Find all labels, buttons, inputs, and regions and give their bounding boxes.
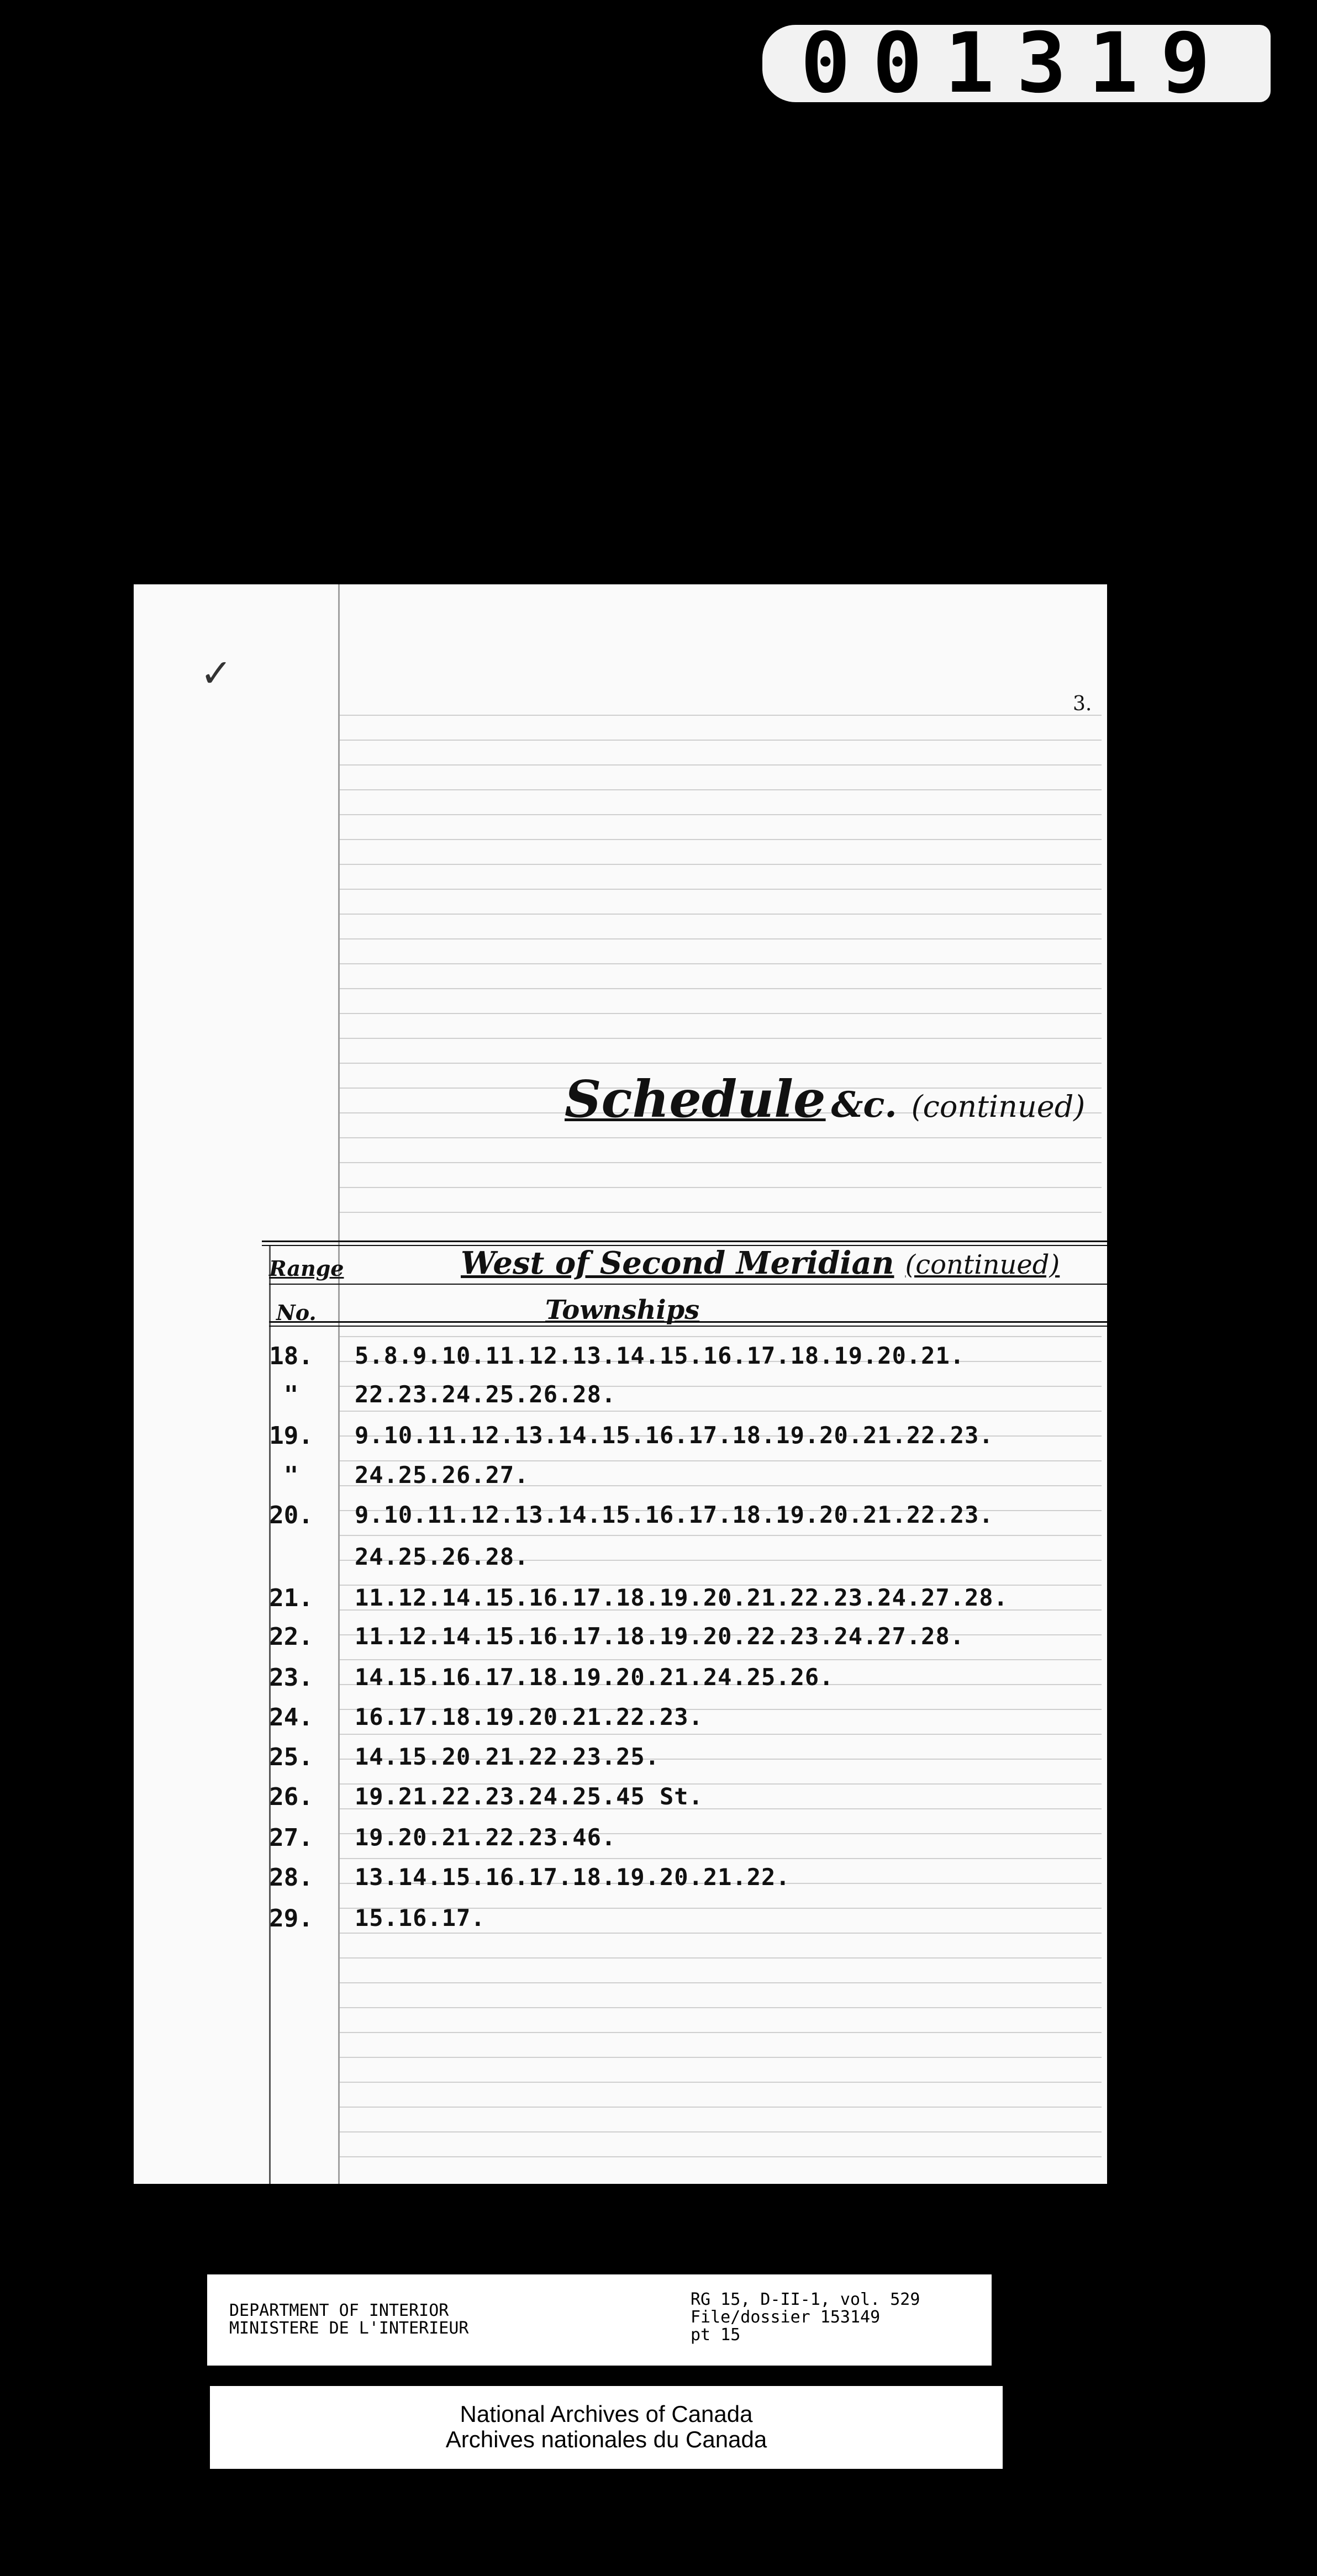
table-row [134,1342,1107,1375]
table-row [134,1703,1107,1736]
page-number: 3. [1073,693,1092,715]
townships-list: 24.25.26.28. [355,1543,529,1570]
ruled-line [338,2156,1102,2157]
ruled-line [338,789,1102,790]
ruled-line [338,1957,1102,1959]
ruled-line [338,1162,1102,1163]
header-meridian-continued: (continued) [905,1249,1060,1280]
archives-label [210,2386,1003,2469]
ruled-line [338,839,1102,840]
ruled-line [338,1187,1102,1188]
ruled-line [338,1535,1102,1536]
table-row [134,1543,1107,1576]
ref-part: pt 15 [691,2325,741,2345]
table-row [134,1783,1107,1816]
ruled-line [338,1212,1102,1213]
range-number: 29. [269,1904,313,1933]
table-row [134,1381,1107,1414]
header-townships: Townships [545,1295,700,1326]
dept-fr: MINISTERE DE L'INTERIEUR [229,2319,469,2338]
range-number: 28. [269,1864,313,1892]
ruled-line [338,864,1102,865]
ruled-line [338,740,1102,741]
ruled-line [338,2007,1102,2008]
ruled-line [338,2057,1102,2058]
ruled-line [338,1858,1102,1859]
document-number-stamp: 001319 [762,25,1271,102]
townships-list: 16.17.18.19.20.21.22.23. [355,1703,703,1730]
table-top-rule [262,1241,1107,1242]
townships-list: 14.15.20.21.22.23.25. [355,1743,660,1770]
page-title [565,1069,1085,1129]
townships-list: 14.15.16.17.18.19.20.21.24.25.26. [355,1664,834,1691]
ruled-line [338,889,1102,890]
department-label [207,2274,992,2366]
townships-list: 11.12.14.15.16.17.18.19.20.21.22.23.24.27.28. [355,1584,1008,1611]
header-range: Range [269,1256,344,1281]
ruled-line [338,1063,1102,1064]
range-number: 20. [269,1501,313,1529]
range-number: 18. [269,1342,313,1370]
townships-list: 9.10.11.12.13.14.15.16.17.18.19.20.21.22.23. [355,1422,994,1449]
ruled-line [338,1982,1102,1983]
archives-fr: Archives nationales du Canada [445,2426,767,2452]
title-continued: (continued) [911,1089,1086,1124]
ruled-line [338,1038,1102,1039]
range-number: " [283,1381,299,1409]
townships-list: 5.8.9.10.11.12.13.14.15.16.17.18.19.20.21. [355,1342,965,1369]
range-number: 27. [269,1824,313,1852]
ruled-line [338,2082,1102,2083]
townships-list: 19.20.21.22.23.46. [355,1824,617,1851]
title-main: Schedule [565,1069,826,1129]
range-number: 26. [269,1783,313,1811]
ruled-line [338,764,1102,766]
table-row [134,1743,1107,1776]
table-row [134,1584,1107,1617]
range-number: " [283,1461,299,1490]
range-number: 21. [269,1584,313,1612]
table-row [134,1904,1107,1938]
townships-list: 9.10.11.12.13.14.15.16.17.18.19.20.21.22.23. [355,1501,994,1528]
header-bottom-rule-2 [269,1326,1107,1327]
archives-en: National Archives of Canada [460,2401,753,2427]
ruled-line [338,2107,1102,2108]
ruled-line [338,1137,1102,1138]
townships-list: 11.12.14.15.16.17.18.19.20.22.23.24.27.28. [355,1623,965,1650]
ruled-line [338,1659,1102,1660]
ruled-line [338,814,1102,815]
table-row [134,1501,1107,1534]
table-row [134,1864,1107,1897]
table-row [134,1422,1107,1455]
ref-volume: RG 15, D-II-1, vol. 529 [691,2290,920,2309]
dept-en: DEPARTMENT OF INTERIOR [229,2301,449,2320]
table-row [134,1461,1107,1495]
check-mark-icon: ✓ [200,651,233,696]
header-meridian [461,1245,1060,1281]
range-number: 23. [269,1664,313,1692]
title-etc: &c. [831,1084,897,1126]
header-mid-rule [269,1284,1107,1285]
ruled-line [338,914,1102,915]
ruled-line [338,963,1102,964]
ruled-line [338,988,1102,989]
ruled-line [338,2131,1102,2132]
ruled-line [338,1336,1102,1337]
range-number: 19. [269,1422,313,1450]
header-meridian-title: West of Second Meridian [461,1245,894,1281]
ruled-line [338,1013,1102,1014]
document-page [134,584,1107,2184]
header-no: No. [276,1300,317,1325]
ref-file: File/dossier 153149 [691,2308,881,2327]
townships-list: 13.14.15.16.17.18.19.20.21.22. [355,1864,791,1891]
table-row [134,1824,1107,1857]
townships-list: 19.21.22.23.24.25.45 St. [355,1783,703,1810]
ruled-line [338,715,1102,716]
range-number: 22. [269,1623,313,1651]
ruled-line [338,2032,1102,2033]
townships-list: 22.23.24.25.26.28. [355,1381,617,1408]
range-number: 24. [269,1703,313,1732]
townships-list: 24.25.26.27. [355,1461,529,1488]
table-row [134,1664,1107,1697]
ruled-line [338,938,1102,939]
townships-list: 15.16.17. [355,1904,486,1931]
table-row [134,1623,1107,1656]
range-number: 25. [269,1743,313,1771]
